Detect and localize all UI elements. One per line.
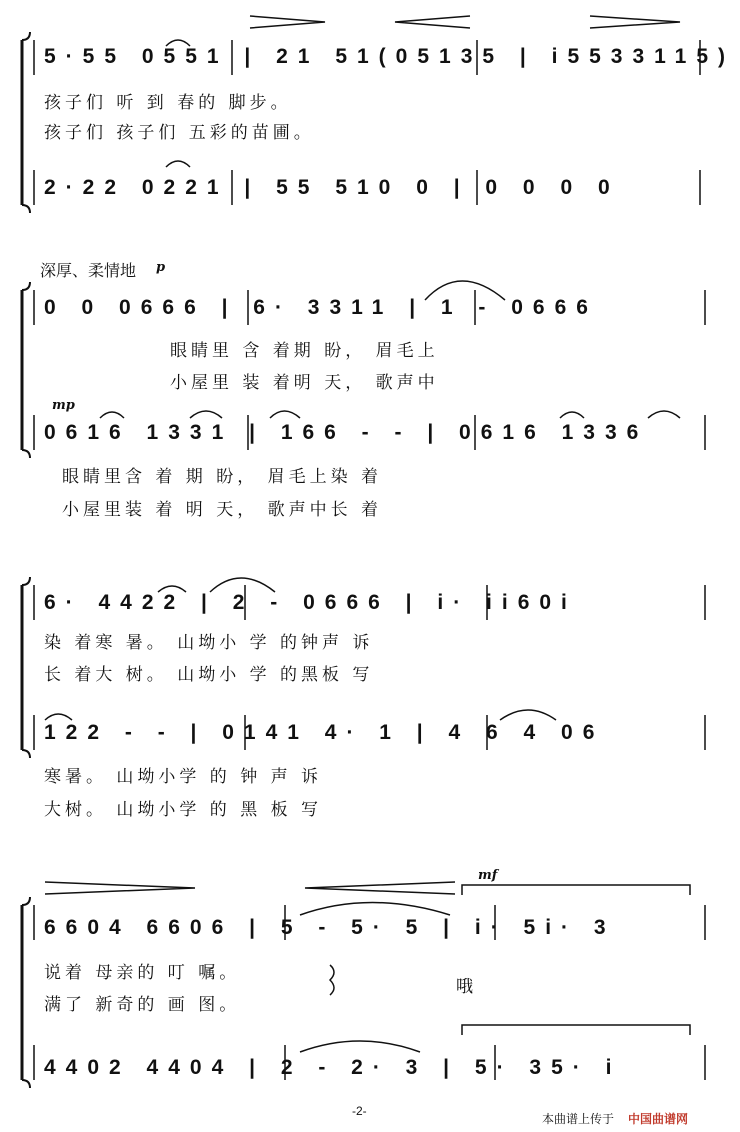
s1-upper-lyrics-2: 孩子们 孩子们 五彩的苗圃。 <box>44 123 315 143</box>
s1-upper-lyrics-1: 孩子们 听 到 春的 脚步。 <box>44 93 292 113</box>
footer-brand: 中国曲谱网 <box>628 1112 689 1126</box>
s2-lower-dynamic-marking: mp <box>52 398 75 413</box>
footer-upload-text: 本曲谱上传于 <box>542 1112 615 1126</box>
s4-upper-lyrics-2: 满了 新奇的 画 图。 <box>44 995 241 1015</box>
s3-lower-lyrics-2: 大树。 山坳小学 的 黑 板 写 <box>44 800 323 820</box>
s2-upper-lyrics-2: 小屋里 装 着明 天， 歌声中 <box>170 373 439 393</box>
s1-upper-notes: 5·55 0551 | 21 51(05135 | i5533115) <box>44 45 736 68</box>
s4-lower-notes: 4402 4404 | 2 - 2· 3 | 5· 35· i <box>44 1056 622 1079</box>
s4-dynamic-marking: mf <box>478 868 498 883</box>
s2-tempo-marking: 深厚、柔情地 <box>40 261 137 280</box>
s3-lower-lyrics-1: 寒暑。 山坳小学 的 钟 声 诉 <box>44 767 323 787</box>
s1-lower-notes: 2·22 0221 | 55 510 0 | 0 0 0 0 <box>44 176 620 199</box>
s3-upper-lyrics-2: 长 着大 树。 山坳小 学 的黑板 写 <box>44 665 374 685</box>
page-number: -2- <box>352 1104 367 1118</box>
s4-upper-lyrics-1: 说着 母亲的 叮 嘱。 <box>44 963 241 983</box>
s2-lower-notes: 0616 1331 | 166 - - | 0616 1336 <box>44 421 649 444</box>
s2-dynamic-marking: p <box>156 260 166 275</box>
s4-interjection: 哦 <box>456 977 477 997</box>
s2-upper-lyrics-1: 眼睛里 含 着期 盼， 眉毛上 <box>170 341 439 361</box>
s2-lower-lyrics-2: 小屋里装 着 明 天， 歌声中长 着 <box>62 500 383 520</box>
s3-lower-notes: 122 - - | 0141 4· 1 | 4 6 4 06 <box>44 721 605 744</box>
s2-lower-lyrics-1: 眼睛里含 着 期 盼， 眉毛上染 着 <box>62 467 383 487</box>
s2-upper-notes: 0 0 0666 | 6· 3311 | 1 - 0666 <box>44 296 598 319</box>
s3-upper-notes: 6· 4422 | 2 - 0666 | i· ii60i <box>44 591 577 614</box>
s3-upper-lyrics-1: 染 着寒 暑。 山坳小 学 的钟声 诉 <box>44 633 374 653</box>
s4-upper-notes: 6604 6606 | 5 - 5· 5 | i· 5i· 3 <box>44 916 616 939</box>
